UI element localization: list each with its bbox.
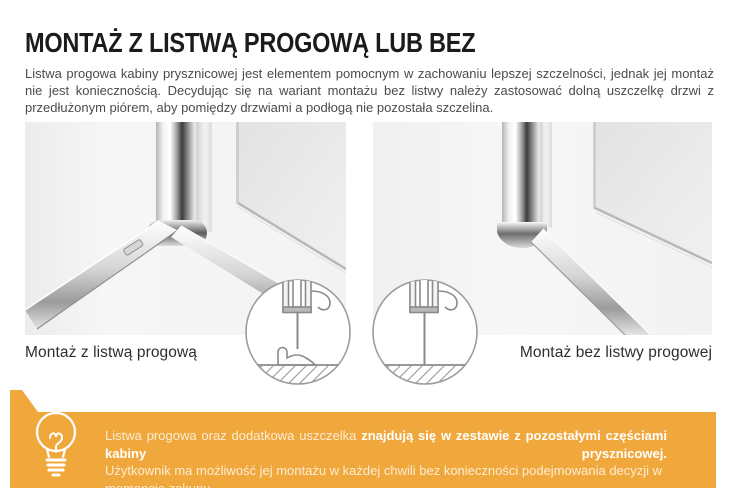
glass-pane (293, 277, 301, 307)
note-bold-text: znajdują się w zestawie z pozostałymi częściami kabiny prysznicowej. (105, 428, 667, 461)
glass-pane (420, 277, 428, 307)
chrome-pillar (502, 122, 542, 226)
page-title: MONTAŻ Z LISTWĄ PROGOWĄ LUB BEZ (25, 26, 476, 58)
profile-bottom (283, 307, 311, 313)
panel-edge (236, 122, 239, 204)
profile-bottom (410, 307, 438, 313)
chrome-pillar (156, 122, 198, 234)
note-text (105, 427, 667, 497)
caption-without-strip: Montaż bez listwy progowej (519, 344, 712, 361)
note-line-2: Użytkownik ma możliwość jej montażu w każdej chwili bez konieczności podejmowania decyzji w momencie zakupu. (105, 463, 663, 496)
note-banner (0, 385, 736, 500)
caption-with-strip: Montaż z listwą progową (25, 344, 198, 361)
detail-diagram-with-strip (243, 277, 353, 387)
glass-edge-band (198, 122, 212, 232)
note-line-1: Listwa progowa oraz dodatkowa uszczelka znajdują się w zestawie z pozostałymi częściami kabiny prysznicowej. (105, 428, 667, 461)
panel-edge (593, 122, 596, 209)
intro-paragraph: Listwa progowa kabiny prysznicowej jest elementem pomocnym w zachowaniu lepszej szczelności, jednak jej montaż nie jest koniecznością. Decydując się na wariant montażu bez listwy należy zastosować dolną uszczelkę drzwi z przedłużonym piórem, aby pomiędzy drzwiami a podłogą nie pozostała szczelina. (25, 66, 714, 115)
detail-diagram-without-strip (370, 277, 480, 387)
lightbulb-icon (30, 411, 82, 479)
